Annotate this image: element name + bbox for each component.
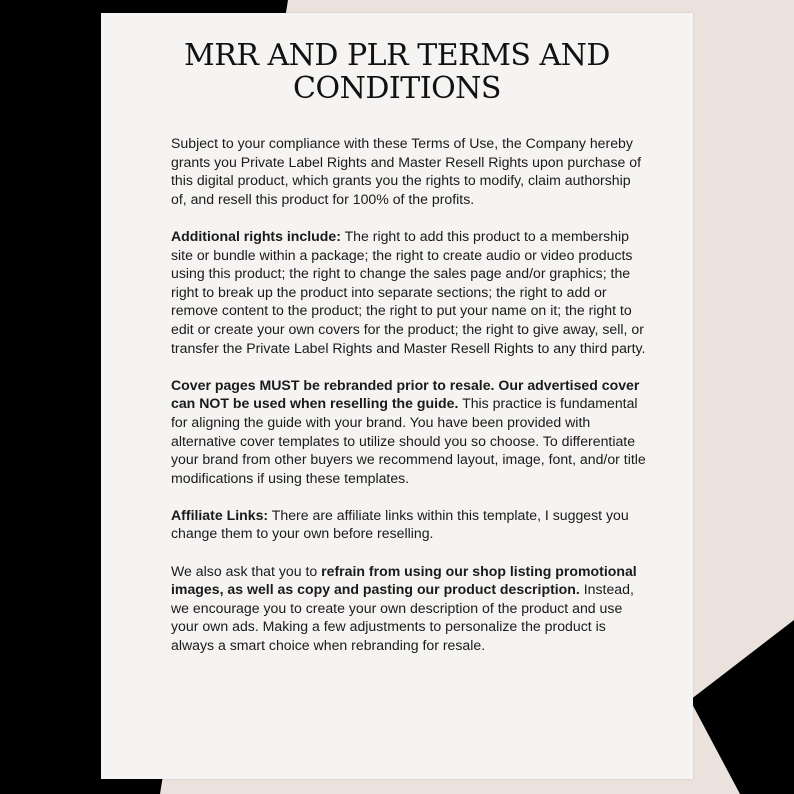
paragraph-text: Subject to your compliance with these Terms of Use, the Company hereby grants you Private Label Rights and Master Resell Rights upon purchase of this digital product, which grants you the rights to modify, claim authorship of, and resell this product for 100% of the profits. [171, 135, 642, 207]
paragraph-heading: Cover pages MUST be rebranded prior to resale. Our advertised cover can NOT be used when reselling the guide. [171, 376, 640, 412]
paragraph-text: There are affiliate links within this template, I suggest you change them to your own before reselling. [171, 506, 629, 542]
paragraph-promotional-images [171, 562, 647, 655]
paragraph-text: Instead, we encourage you to create your own description of the product and use your own ads. Making a few adjustments to personalize the product is always a smart choice when rebranding for resale. [171, 581, 634, 654]
paragraph-text: This practice is fundamental for aligning the guide with your brand. You have been provided with alternative cover templates to utilize should you so choose. To differentiate your brand from other buyers we recommend layout, image, font, and/or title modifications if using these templates. [171, 395, 646, 486]
paragraph-grant [171, 134, 647, 208]
paragraph-heading: Additional rights include: [171, 227, 341, 244]
document-page [101, 13, 693, 779]
paragraph-emphasis: refrain from using our shop listing promotional images, as well as copy and pasting our product description. [171, 562, 637, 598]
paragraph-heading: Affiliate Links: [171, 506, 269, 523]
paragraph-cover-pages [171, 376, 647, 488]
terms-body [171, 134, 647, 673]
page-title: MRR AND PLR TERMS AND CONDITIONS [184, 38, 610, 106]
paragraph-affiliate-links [171, 506, 647, 543]
paragraph-additional-rights [171, 227, 647, 357]
paragraph-text: We also ask that you to [171, 562, 322, 579]
paragraph-text: The right to add this product to a membership site or bundle within a package; the right to create audio or video products using this product; the right to change the sales page and/or graphics; the right to break up the product into separate sections; the right to add or remove content to the product; the right to put your name on it; the right to edit or create your own covers for the product; the right to give away, sell, or transfer the Private Label Rights and Master Resell Rights to any third party. [171, 227, 646, 356]
